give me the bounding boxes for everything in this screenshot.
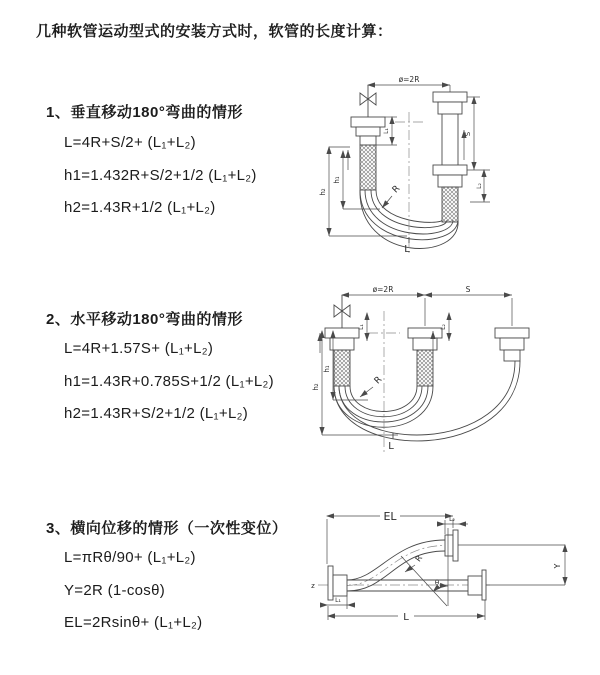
left-flange-connector bbox=[325, 328, 359, 386]
dim-label-length: L bbox=[403, 612, 409, 623]
right-flange-connector bbox=[495, 328, 529, 361]
radius-label: R bbox=[390, 183, 403, 196]
formula-line: L=πRθ/90+ (L₁+L₂) bbox=[64, 549, 196, 566]
dim-label-h2: h₂ bbox=[312, 383, 320, 391]
dimension-l2 bbox=[437, 516, 468, 534]
section-3-heading: 3、横向位移的情形（一次性变位） bbox=[46, 520, 288, 537]
left-flange-connector bbox=[351, 117, 385, 190]
dim-label-y: Y bbox=[553, 563, 562, 569]
dimension-width bbox=[368, 75, 450, 92]
dim-label-length: L bbox=[388, 441, 394, 452]
dimension-length bbox=[328, 600, 485, 623]
dimension-s bbox=[464, 97, 490, 170]
braid-section bbox=[442, 187, 458, 222]
formula-line: h1=1.432R+S/2+1/2 (L₁+L₂) bbox=[64, 166, 257, 184]
braid-section bbox=[417, 350, 433, 386]
angle-label: θ bbox=[434, 579, 440, 587]
right-flange-connector bbox=[433, 92, 467, 222]
section-3-formulas bbox=[64, 542, 202, 640]
dim-label-l2: L₂ bbox=[449, 516, 455, 523]
dim-label-l1: L₁ bbox=[358, 324, 365, 330]
upper-right-flange-connector bbox=[445, 530, 565, 561]
diagram-vertical-180-bend bbox=[312, 72, 588, 264]
formula-line: h2=1.43R+S/2+1/2 (L₁+L₂) bbox=[64, 405, 249, 422]
valve-icon bbox=[360, 85, 376, 117]
dim-label-l1: L₁ bbox=[335, 597, 341, 604]
dimension-el bbox=[327, 510, 453, 564]
dim-label-h1: h₁ bbox=[323, 365, 331, 373]
dimension-s bbox=[425, 285, 512, 326]
radius-leader bbox=[360, 375, 384, 397]
radius-label: R bbox=[372, 374, 385, 387]
dimension-length bbox=[388, 433, 394, 452]
dim-label-el: EL bbox=[383, 510, 397, 523]
dim-label-h2: h₂ bbox=[319, 188, 327, 196]
dimension-l2 bbox=[470, 170, 490, 202]
dim-label-s: S bbox=[465, 285, 471, 294]
formula-line: Y=2R (1-cosθ) bbox=[64, 581, 166, 599]
valve-icon bbox=[334, 295, 350, 328]
dimension-h2 bbox=[312, 331, 398, 435]
dimension-length bbox=[404, 237, 410, 255]
left-flange-connector bbox=[328, 566, 347, 600]
dim-label-l2: L₂ bbox=[476, 183, 483, 189]
curved-hose-displaced-position bbox=[347, 540, 445, 591]
dimension-l1 bbox=[320, 596, 355, 609]
dimension-width bbox=[342, 285, 425, 295]
page-title: 几种软管运动型式的安装方式时，软管的长度计算： bbox=[36, 23, 393, 40]
dimension-y bbox=[553, 545, 565, 585]
braid-section bbox=[360, 145, 376, 190]
section-1-heading: 1、垂直移动180°弯曲的情形 bbox=[46, 104, 243, 121]
formula-line: EL=2Rsinθ+ (L₁+L₂) bbox=[64, 614, 203, 631]
lower-right-flange-connector bbox=[468, 570, 565, 600]
braid-section bbox=[334, 350, 350, 386]
section-2-formulas bbox=[64, 333, 274, 431]
diagram-horizontal-180-bend bbox=[310, 283, 600, 463]
formula-line: L=4R+S/2+ (L₁+L₂) bbox=[64, 134, 196, 151]
dim-label-h1: h₁ bbox=[333, 176, 341, 184]
radius-leader bbox=[382, 184, 402, 208]
dim-label-length: L bbox=[404, 244, 410, 255]
middle-flange-connector bbox=[408, 328, 442, 386]
dim-label-l1: L₁ bbox=[383, 128, 390, 134]
dim-label-width: ø=2R bbox=[398, 75, 420, 84]
formula-line: L=4R+1.57S+ (L₁+L₂) bbox=[64, 340, 214, 357]
formula-line: h1=1.43R+0.785S+1/2 (L₁+L₂) bbox=[64, 372, 274, 390]
centerline-mark: z bbox=[311, 582, 315, 590]
formula-line: h2=1.43R+1/2 (L₁+L₂) bbox=[64, 199, 216, 216]
diagram-lateral-displacement bbox=[298, 498, 600, 650]
dim-label-s: S bbox=[464, 131, 472, 137]
dim-label-l2: L₂ bbox=[440, 324, 447, 330]
section-1-formulas bbox=[64, 127, 257, 225]
radius-label: R bbox=[413, 553, 425, 564]
radius-leader bbox=[405, 553, 424, 572]
dim-label-width: ø=2R bbox=[372, 285, 394, 294]
section-2-heading: 2、水平移动180°弯曲的情形 bbox=[46, 311, 243, 328]
